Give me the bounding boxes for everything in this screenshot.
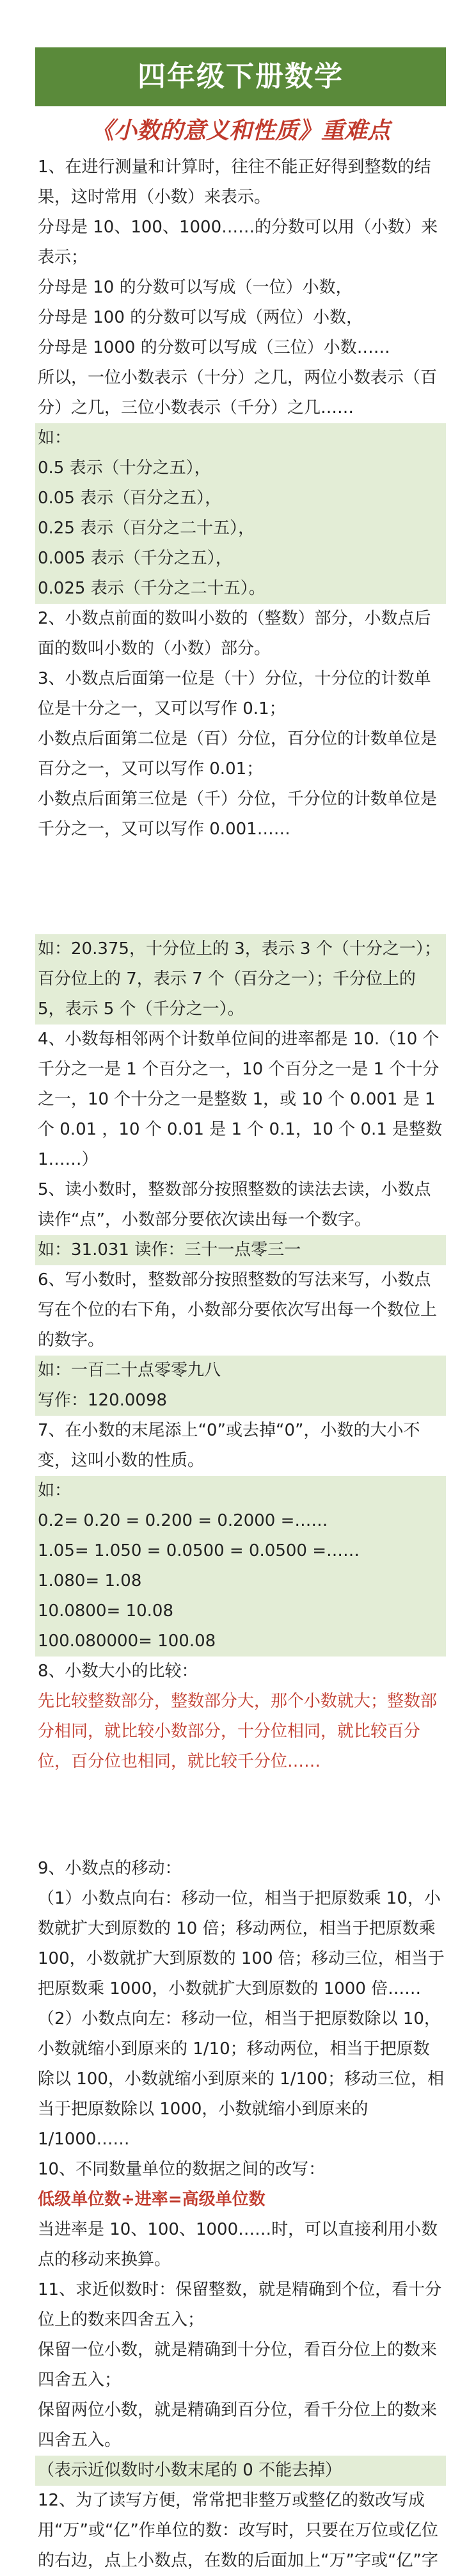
example-line: 1.05= 1.050 = 0.0500 = 0.0500 =……: [38, 1541, 360, 1560]
line-8a: 8、小数大小的比较：: [38, 1662, 198, 1681]
line-2: 2、小数点前面的数叫小数的（整数）部分，小数点后面的数叫小数的（小数）部分。: [38, 609, 431, 658]
example-line: 如：一百二十点零零九八: [38, 1361, 221, 1380]
line-9a: （1）小数点向右：移动一位，相当于把原数乘 10，小数就扩大到原数的 10 倍；移动两位，相当于把原数乘 100，小数就扩大到原数的 100 倍；移动三位，相当于把原数乘 1000，小数就扩大到原数的 1000 倍……: [38, 1889, 445, 1998]
example-block-4: [35, 1356, 446, 1416]
example-line: 0.5 表示（十分之五），: [38, 458, 211, 478]
line-1d: 分母是 100 的分数可以写成（两位）小数，: [38, 308, 363, 327]
example-line: 写作：120.0098: [38, 1391, 168, 1410]
example-block-3: [35, 1235, 446, 1265]
line-7: 7、在小数的末尾添上“0”或去掉“0”，小数的大小不变，这叫小数的性质。: [38, 1421, 420, 1470]
line-3c: 小数点后面第三位是（千）分位，千分位的计数单位是千分之一，又可以写作 0.001……: [38, 790, 438, 839]
line-1a: 1、在进行测量和计算时，往往不能正好得到整数的结果，这时常用（小数）来表示。: [38, 158, 431, 207]
example-line: 100.080000= 100.08: [38, 1632, 216, 1651]
line-12: 12、为了读写方便，常常把非整万或整亿的数改写成用“万”或“亿”作单位的数：改写时，只要在万位或亿位的右边，点上小数点，在数的后面加上“万”字或“亿”字: [38, 2491, 438, 2570]
line-3b: 小数点后面第二位是（百）分位，百分位的计数单位是百分之一，又可以写作 0.01；: [38, 729, 438, 779]
spacer: [35, 845, 446, 934]
example-line: 0.025 表示（千分之二十五）。: [38, 579, 266, 598]
example-line: 0.005 表示（千分之五），: [38, 549, 232, 568]
content: [35, 152, 446, 2576]
line-1c: 分母是 10 的分数可以写成（一位）小数，: [38, 278, 353, 297]
line-9b: （2）小数点向左：移动一位，相当于把原数除以 10，小数就缩小到原来的 1/10；移动两位，相当于把原数除以 100，小数就缩小到原来的 1/100；移动三位，相当于把原数除以 1000，小数就缩小到原来的 1/1000……: [38, 2009, 445, 2149]
line-11b: 保留一位小数，就是精确到十分位，看百分位上的数来四舍五入；: [38, 2340, 438, 2390]
example-block-6: [35, 2456, 446, 2486]
line-1f: 所以，一位小数表示（十分）之几，两位小数表示（百分）之几，三位小数表示（千分）之几……: [38, 368, 438, 417]
line-6: 6、写小数时，整数部分按照整数的写法来写，小数点写在个位的右下角，小数部分要依次写出每一个数位上的数字。: [38, 1270, 438, 1350]
line-1b: 分母是 10、100、1000……的分数可以用（小数）来表示；: [38, 218, 438, 267]
line-10c: 当进率是 10、100、1000……时，可以直接利用小数点的移动来换算。: [38, 2220, 438, 2269]
page-subtitle: 《小数的意义和性质》重难点: [90, 118, 390, 144]
example-line: 10.0800= 10.08: [38, 1601, 173, 1621]
example-line: 0.25 表示（百分之二十五），: [38, 519, 255, 538]
line-11a: 11、求近似数时：保留整数，就是精确到个位，看十分位上的数来四舍五入；: [38, 2280, 442, 2329]
example-line: 如：31.031 读作：三十一点零三一: [38, 1240, 301, 1260]
line-10b: 低级单位数÷进率=高级单位数: [38, 2190, 266, 2209]
example-block-1: [35, 423, 446, 604]
example-block-5: [35, 1476, 446, 1657]
line-3a: 3、小数点后面第一位是（十）分位，十分位的计数单位是十分之一，又可以写作 0.1；: [38, 669, 431, 718]
page-title: 四年级下册数学: [35, 47, 446, 106]
example-line: 0.05 表示（百分之五），: [38, 489, 222, 508]
line-11c: 保留两位小数，就是精确到百分位，看千分位上的数来四舍五入。: [38, 2401, 438, 2450]
note-line: （表示近似数时小数末尾的 0 不能去掉）: [38, 2461, 342, 2480]
example-block-2: [35, 934, 446, 1025]
line-1e: 分母是 1000 的分数可以写成（三位）小数……: [38, 338, 390, 357]
example-line: 0.2= 0.20 = 0.200 = 0.2000 =……: [38, 1511, 328, 1530]
line-9: 9、小数点的移动：: [38, 1859, 182, 1878]
spacer: [35, 1777, 446, 1854]
line-5: 5、读小数时，整数部分按照整数的读法去读，小数点读作“点”，小数部分要依次读出每一个数字。: [38, 1180, 431, 1229]
line-8b: 先比较整数部分，整数部分大，那个小数就大；整数部分相同，就比较小数部分，十分位相同，就比较百分位，百分位也相同，就比较千分位……: [38, 1692, 438, 1771]
line-4: 4、小数每相邻两个计数单位间的进率都是 10.（10 个千分之一是 1 个百分之一，10 个百分之一是 1 个十分之一，10 个十分之一是整数 1，或 10 个 0.001 是 1 个 0.01 ，10 个 0.01 是 1 个 0.1，10 个 0.1 是整数 1……）: [38, 1030, 443, 1169]
example-line: 如：: [38, 1481, 72, 1500]
example-line: 如：20.375，十分位上的 3，表示 3 个（十分之一）；百分位上的 7，表示 7 个（百分之一）；千分位上的 5，表示 5 个（千分之一）。: [38, 939, 441, 1019]
example-line: 1.080= 1.08: [38, 1571, 142, 1591]
example-line: 如：: [38, 428, 72, 448]
line-10a: 10、不同数量单位的数据之间的改写：: [38, 2160, 326, 2179]
